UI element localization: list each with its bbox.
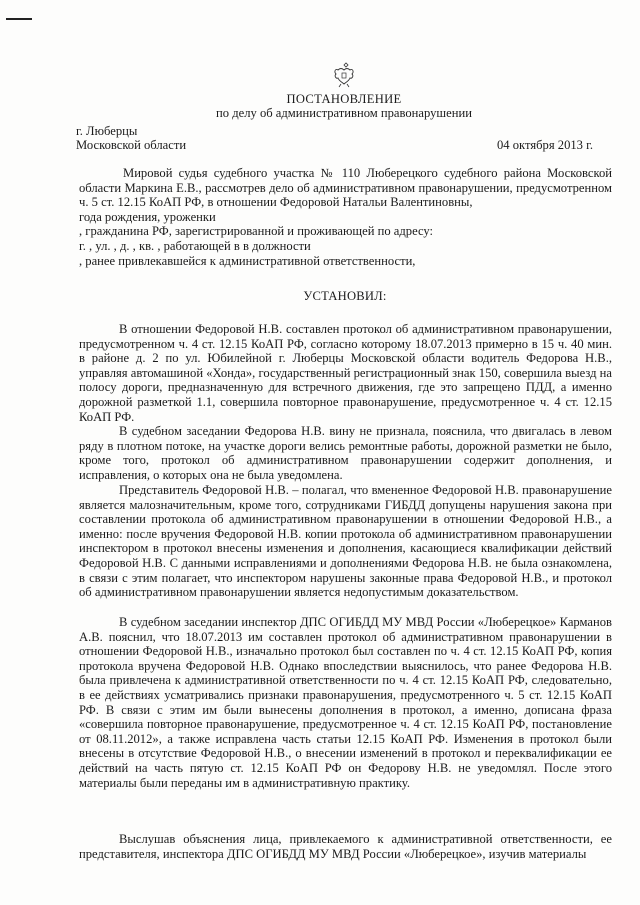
paragraph-defendant-testimony: В судебном заседании Федорова Н.В. вину не признала, пояснила, что двигалась в левом ряду в плотном потоке, на участке дороги велись ремонтные работы, дорожной разметки не было, кроме того, протокол об административном правонарушении содержит дополнения, и исправления, о которых она не была уведомлена. [79, 424, 612, 482]
document-date: 04 октября 2013 г. [497, 138, 593, 152]
coat-of-arms-emblem-icon [333, 62, 355, 88]
place-city: г. Люберцы [76, 124, 138, 138]
paragraph-protocol: В отношении Федоровой Н.В. составлен протокол об административном правонарушении, предусмотренном ч. 4 ст. 12.15 КоАП РФ, согласно которому 18.07.2013 примерно в 15 ч. 40 мин. в районе д. 2 по ул. Юбилейной г. Люберцы Московской области водитель Федорова Н.В., управляя автомашиной «Хонда», государственный регистрационный знак 150, совершила выезд на полосу дороги, предназначенную для встречного движения, где это запрещено ПДД, а именно дорожной разметкой 1.1, совершила повторное правонарушение, предусмотренное ч. 4 ст. 12.15 КоАП РФ. [79, 322, 612, 424]
intro-paragraph: Мировой судья судебного участка № 110 Люберецкого судебного района Московской области Маркина Е.В., рассмотрев дело об административном правонарушении, предусмотренном ч. 5 ст. 12.15 КоАП РФ, в отношении Федоровой Натальи Валентиновны, года рождения, уроженки , гражданина РФ, зарегистрированной и проживающей по адресу: г. , ул. , д. , кв. , работающей в в должности , ранее привлекавшейся к административной ответственности, [79, 166, 612, 268]
paragraph-conclusion: Выслушав объяснения лица, привлекаемого к административной ответственности, ее представителя, инспектора ДПС ОГИБДД МУ МВД России «Люберецкое», изучив материалы [79, 832, 612, 861]
scan-margin-mark [6, 18, 32, 20]
place-region: Московской области [76, 138, 187, 152]
paragraph-inspector-testimony: В судебном заседании инспектор ДПС ОГИБДД МУ МВД России «Люберецкое» Карманов А.В. пояснил, что 18.07.2013 им составлен протокол об административном правонарушении в отношении Федоровой Н.В., изначально протокол был составлен по ч. 4 ст. 12.15 КоАП РФ, копия протокола вручена Федоровой Н.В. Однако впоследствии выяснилось, что ранее Федорова Н.В. была привлечена к административной ответственности по ч. 4 ст. 12.15 КоАП РФ, следовательно, в ее действиях усматривались признаки правонарушения, предусмотренного ч. 5 ст. 12.15 КоАП РФ. В связи с этим им были вынесены дополнения в протокол, а именно, дописана фраза «совершила повторное правонарушение, предусмотренное ч. 4 ст. 12.15 КоАП РФ, постановление от 08.11.2012», а также исправлена часть статьи 12.15 КоАП РФ. Изменения в протокол были внесены в отсутствие Федоровой Н.В., о внесении изменений в протокол и переквалификации ее действий на часть пятую ст. 12.15 КоАП РФ он Федорову Н.В. не уведомлял. После этого материалы были переданы им в административную практику. [79, 615, 612, 790]
section-heading: УСТАНОВИЛ: [303, 289, 387, 303]
paragraph-representative: Представитель Федоровой Н.В. – полагал, что вмененное Федоровой Н.В. правонарушение является малозначительным, кроме того, сотрудниками ГИБДД допущены нарушения закона при составлении протокола об административном правонарушении в отношении Федоровой Н.В., а именно: после вручения Федоровой Н.В. копии протокола об административном правонарушении инспектором в протокол внесены изменения и дополнения, касающиеся квалификации действий Федоровой Н.В. С данными исправлениями и дополнениями Федорова Н.В. не была ознакомлена, в связи с этим полагает, что инспектором нарушены законные права Федоровой Н.В., и протокол об административном правонарушении является недопустимым доказательством. [79, 483, 612, 600]
document-title: ПОСТАНОВЛЕНИЕ [286, 92, 402, 106]
document-subtitle: по делу об административном правонарушении [216, 106, 472, 120]
